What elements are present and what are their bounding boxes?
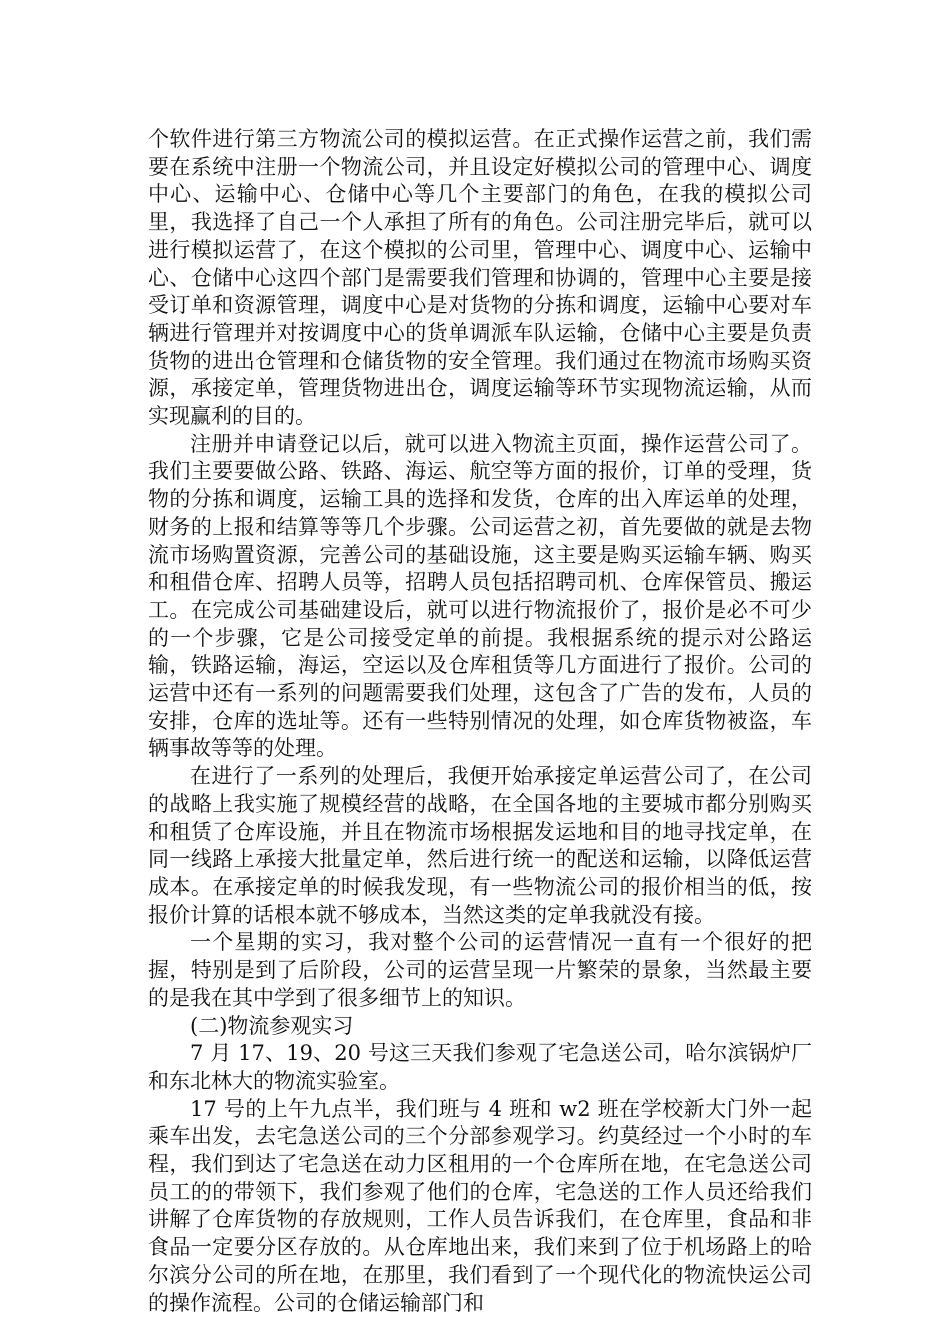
body-paragraph-5: 7 月 17、19、20 号这三天我们参观了宅急送公司，哈尔滨锅炉厂和东北林大的物流实验室。 [148,1041,812,1093]
body-paragraph-2: 注册并申请登记以后，就可以进入物流主页面，操作运营公司了。我们主要要做公路、铁路、海运、航空等方面的报价，订单的受理，货物的分拣和调度，运输工具的选择和发货，仓库的出入库运单的处理，财务的上报和结算等等几个步骤。公司运营之初，首先要做的就是去物流市场购置资源，完善公司的基础设施，这主要是购买运输车辆、购买和租借仓库、招聘人员等，招聘人员包括招聘司机、仓库保管员、搬运工。在完成公司基础建设后，就可以进行物流报价了，报价是必不可少的一个步骤，它是公司接受定单的前提。我根据系统的提示对公路运输，铁路运输，海运，空运以及仓库租赁等几方面进行了报价。公司的运营中还有一系列的问题需要我们处理，这包含了广告的发布，人员的安排，仓库的选址等。还有一些特别情况的处理，如仓库货物被盗，车辆事故等等的处理。 [148,431,812,761]
body-paragraph-1: 个软件进行第三方物流公司的模拟运营。在正式操作运营之前，我们需要在系统中注册一个物流公司，并且设定好模拟公司的管理中心、调度中心、运输中心、仓储中心等几个主要部门的角色，在我的模拟公司里，我选择了自己一个人承担了所有的角色。公司注册完毕后，就可以进行模拟运营了，在这个模拟的公司里，管理中心、调度中心、运输中心、仓储中心这四个部门是需要我们管理和协调的，管理中心主要是接受订单和资源管理，调度中心是对货物的分拣和调度，运输中心要对车辆进行管理并对按调度中心的货单调派车队运输，仓储中心主要是负责货物的进出仓管理和仓储货物的安全管理。我们通过在物流市场购买资源，承接定单，管理货物进出仓，调度运输等环节实现物流运输，从而实现赢利的目的。 [148,127,812,429]
document-page [148,126,812,1317]
section-heading: (二)物流参观实习 [190,1013,354,1038]
body-paragraph-4: 一个星期的实习，我对整个公司的运营情况一直有一个很好的把握，特别是到了后阶段，公司的运营呈现一片繁荣的景象，当然最主要的是我在其中学到了很多细节上的知识。 [148,930,812,1010]
body-paragraph-3: 在进行了一系列的处理后，我便开始承接定单运营公司了，在公司的战略上我实施了规模经营的战略，在全国各地的主要城市都分别购买和租赁了仓库设施，并且在物流市场根据发运地和目的地寻找定单，在同一线路上承接大批量定单，然后进行统一的配送和运输，以降低运营成本。在承接定单的时候我发现，有一些物流公司的报价相当的低，按报价计算的话根本就不够成本，当然这类的定单我就没有接。 [148,764,812,927]
body-paragraph-6: 17 号的上午九点半，我们班与 4 班和 w2 班在学校新大门外一起乘车出发，去宅急送公司的三个分部参观学习。约莫经过一个小时的车程，我们到达了宅急送在动力区租用的一个仓库所在地，在宅急送公司员工的的带领下，我们参观了他们的仓库，宅急送的工作人员还给我们讲解了仓库货物的存放规则，工作人员告诉我们，在仓库里，食品和非食品一定要分区存放的。从仓库地出来，我们来到了位于机场路上的哈尔滨分公司的所在地，在那里，我们看到了一个现代化的物流快运公司的操作流程。公司的仓储运输部门和 [148,1096,812,1315]
